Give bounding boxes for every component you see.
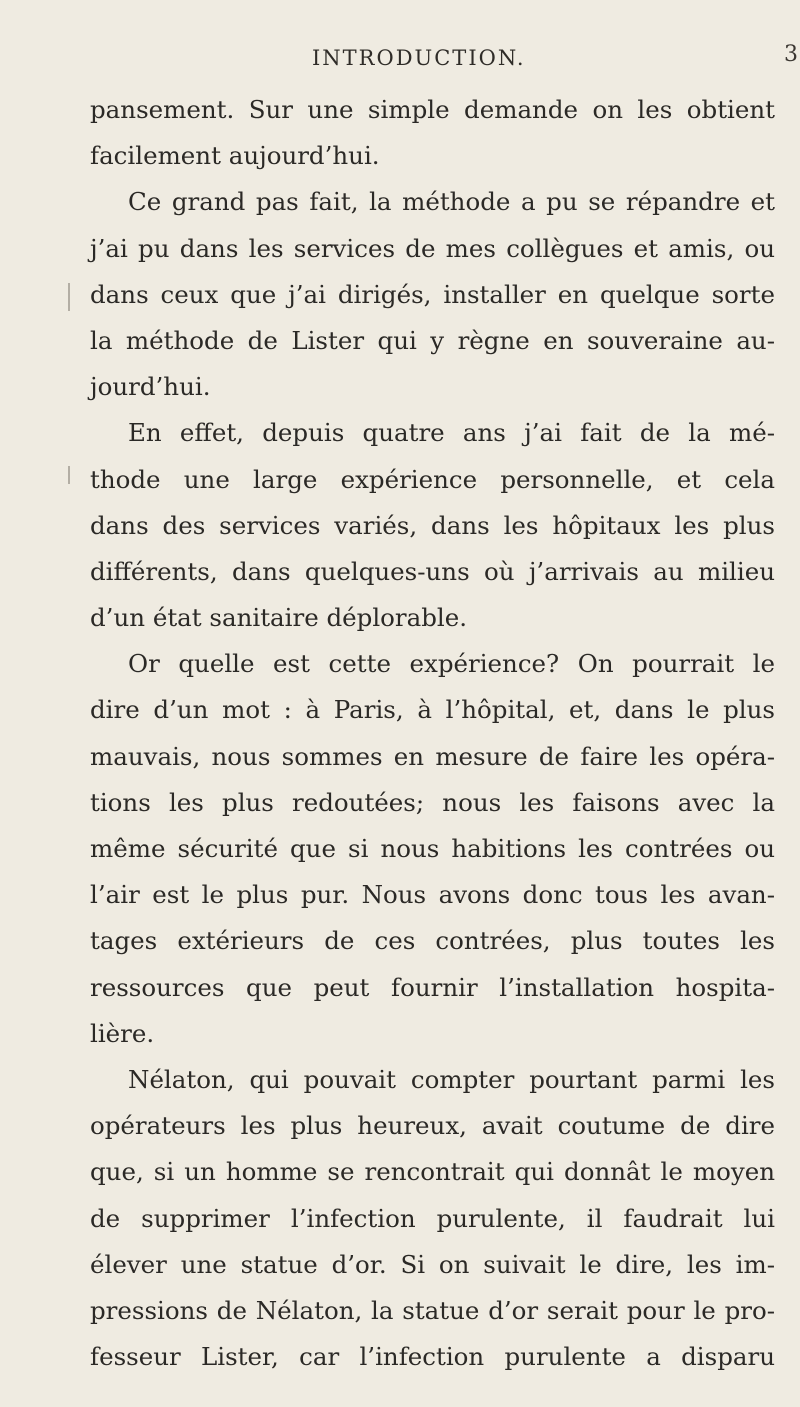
text-line: opérateurs les plus heureux, avait coutume de dire xyxy=(90,1111,775,1141)
running-title: INTRODUCTION. xyxy=(312,46,526,70)
text-line: que, si un homme se rencontrait qui donnât le moyen xyxy=(90,1157,775,1187)
text-line: ressources que peut fournir l’installation hospita- xyxy=(90,972,775,1002)
text-line: fesseur Lister, car l’infection purulente a disparu xyxy=(90,1342,775,1372)
paragraph-4 xyxy=(90,641,775,1057)
text-line: j’ai pu dans les services de mes collègues et amis, ou xyxy=(90,233,775,263)
text-line: même sécurité que si nous habitions les contrées ou xyxy=(90,834,775,863)
text-line: lière. xyxy=(90,1018,155,1048)
page-number: 3 xyxy=(784,42,798,67)
text-line: thode une large expérience personnelle, et cela xyxy=(90,464,775,494)
text-line: tages extérieurs de ces contrées, plus toutes les xyxy=(90,926,775,956)
text-line: l’air est le plus pur. Nous avons donc tous les avan- xyxy=(90,880,775,910)
text-line: Nélaton, qui pouvait compter pourtant parmi les xyxy=(128,1064,775,1094)
text-line: la méthode de Lister qui y règne en souveraine au- xyxy=(90,325,775,355)
page-header xyxy=(0,42,800,80)
text-line: pansement. Sur une simple demande on les obtient xyxy=(90,95,775,124)
paragraph-5 xyxy=(90,1057,775,1380)
margin-mark xyxy=(68,283,70,311)
text-line: dans des services variés, dans les hôpitaux les plus xyxy=(90,510,775,540)
text-line: Ce grand pas fait, la méthode a pu se répandre et xyxy=(128,187,775,217)
text-line: Or quelle est cette expérience? On pourrait le xyxy=(128,649,775,679)
text-line: de supprimer l’infection purulente, il faudrait lui xyxy=(90,1203,775,1233)
text-line: d’un état sanitaire déplorable. xyxy=(90,603,468,633)
margin-mark xyxy=(68,466,70,484)
text-line: élever une statue d’or. Si on suivait le dire, les im- xyxy=(90,1249,775,1279)
text-line: différents, dans quelques-uns où j’arrivais au milieu xyxy=(90,556,775,586)
body-text xyxy=(90,87,775,1380)
paragraph-2 xyxy=(90,179,775,410)
text-line: pressions de Nélaton, la statue d’or serait pour le pro- xyxy=(90,1295,775,1325)
text-line: dire d’un mot : à Paris, à l’hôpital, et, dans le plus xyxy=(90,695,775,725)
text-line: tions les plus redoutées; nous les faisons avec la xyxy=(90,787,775,817)
paragraph-3 xyxy=(90,410,775,641)
paragraph-1 xyxy=(90,87,775,179)
text-line: facilement aujourd’hui. xyxy=(90,141,380,171)
text-line: jourd’hui. xyxy=(90,372,211,402)
text-line: mauvais, nous sommes en mesure de faire les opéra- xyxy=(90,741,775,771)
text-line: En effet, depuis quatre ans j’ai fait de la mé- xyxy=(128,418,775,448)
text-line: dans ceux que j’ai dirigés, installer en quelque sorte xyxy=(90,279,775,309)
